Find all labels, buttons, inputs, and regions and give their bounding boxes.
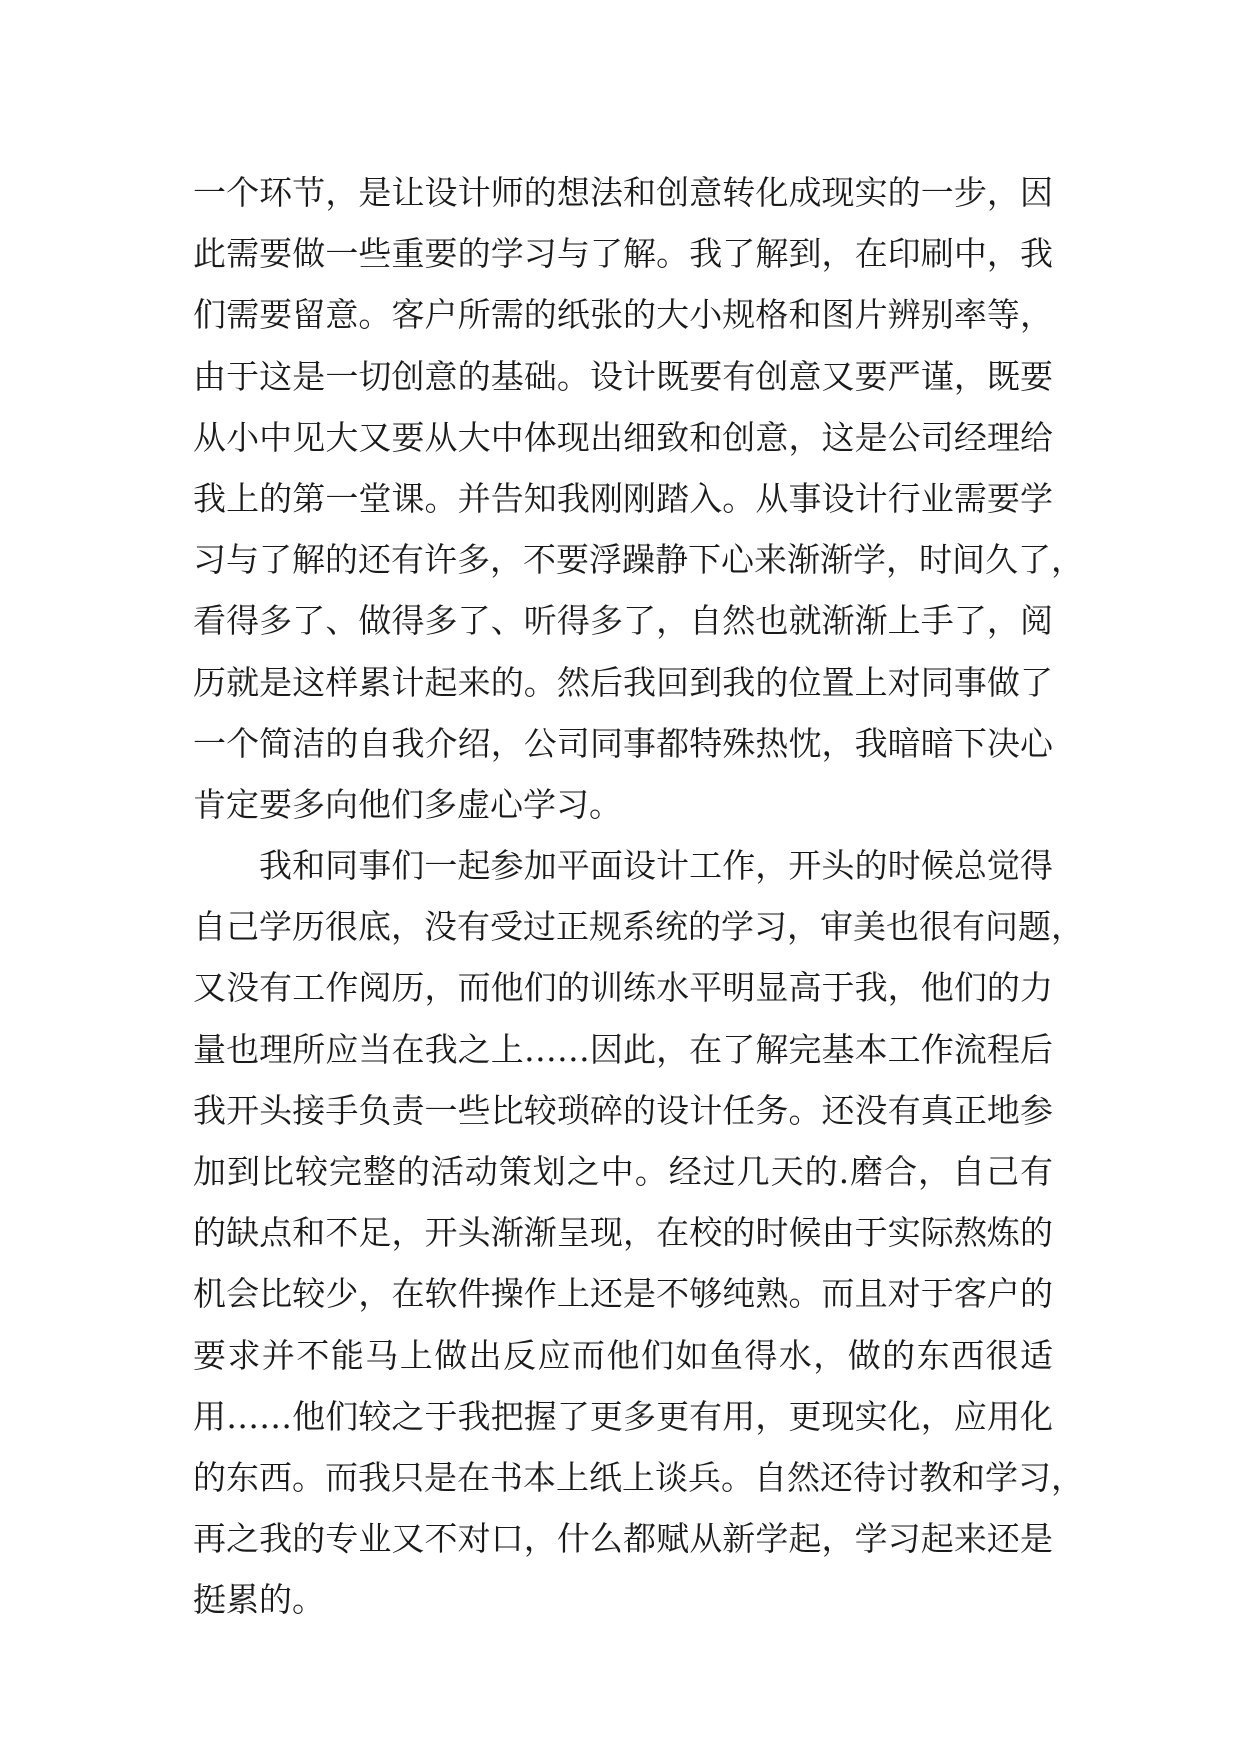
- text-line: 历就是这样累计起来的。然后我回到我的位置上对同事做了: [193, 662, 1053, 702]
- text-line: 量也理所应当在我之上……因此，在了解完基本工作流程后: [193, 1029, 1053, 1069]
- text-line: 看得多了、做得多了、听得多了，自然也就渐渐上手了，阅: [193, 601, 1053, 641]
- text-line: 一个简洁的自我介绍，公司同事都特殊热忱，我暗暗下决心: [193, 723, 1053, 763]
- text-line: 由于这是一切创意的基础。设计既要有创意又要严谨，既要: [193, 356, 1053, 396]
- text-line: 们需要留意。客户所需的纸张的大小规格和图片辨别率等，: [193, 295, 1053, 335]
- text-line: 肯定要多向他们多虚心学习。: [193, 784, 622, 824]
- text-line: 我上的第一堂课。并告知我刚刚踏入。从事设计行业需要学: [193, 478, 1053, 518]
- text-line: 自己学历很底，没有受过正规系统的学习，审美也很有问题，: [193, 907, 1084, 947]
- text-line: 机会比较少，在软件操作上还是不够纯熟。而且对于客户的: [193, 1274, 1053, 1314]
- text-line: 加到比较完整的活动策划之中。经过几天的.磨合，自己有: [193, 1152, 1053, 1191]
- paragraph-1: [193, 162, 1084, 835]
- text-line: 用……他们较之于我把握了更多更有用，更现实化，应用化: [193, 1396, 1053, 1436]
- text-line: 要求并不能马上做出反应而他们如鱼得水，做的东西很适: [193, 1335, 1053, 1375]
- text-line: 再之我的专业又不对口，什么都赋从新学起，学习起来还是: [193, 1519, 1053, 1559]
- paragraph-2: [193, 835, 1084, 1630]
- text-line: 一个环节，是让设计师的想法和创意转化成现实的一步，因: [193, 173, 1053, 212]
- text-line: 从小中见大又要从大中体现出细致和创意，这是公司经理给: [193, 417, 1053, 457]
- text-line: 挺累的。: [193, 1580, 325, 1620]
- text-line: 的缺点和不足，开头渐渐呈现，在校的时候由于实际熬炼的: [193, 1213, 1053, 1253]
- text-line: 习与了解的还有许多，不要浮躁静下心来渐渐学，时间久了，: [193, 540, 1084, 580]
- text-line: 的东西。而我只是在书本上纸上谈兵。自然还待讨教和学习，: [193, 1457, 1084, 1497]
- text-line: 又没有工作阅历，而他们的训练水平明显高于我，他们的力: [193, 968, 1053, 1008]
- text-line: 我开头接手负责一些比较琐碎的设计任务。还没有真正地参: [193, 1090, 1053, 1130]
- text-line: 我和同事们一起参加平面设计工作，开头的时候总觉得: [259, 846, 1053, 886]
- body-text: [193, 162, 1084, 1631]
- text-line: 此需要做一些重要的学习与了解。我了解到，在印刷中，我: [193, 234, 1053, 274]
